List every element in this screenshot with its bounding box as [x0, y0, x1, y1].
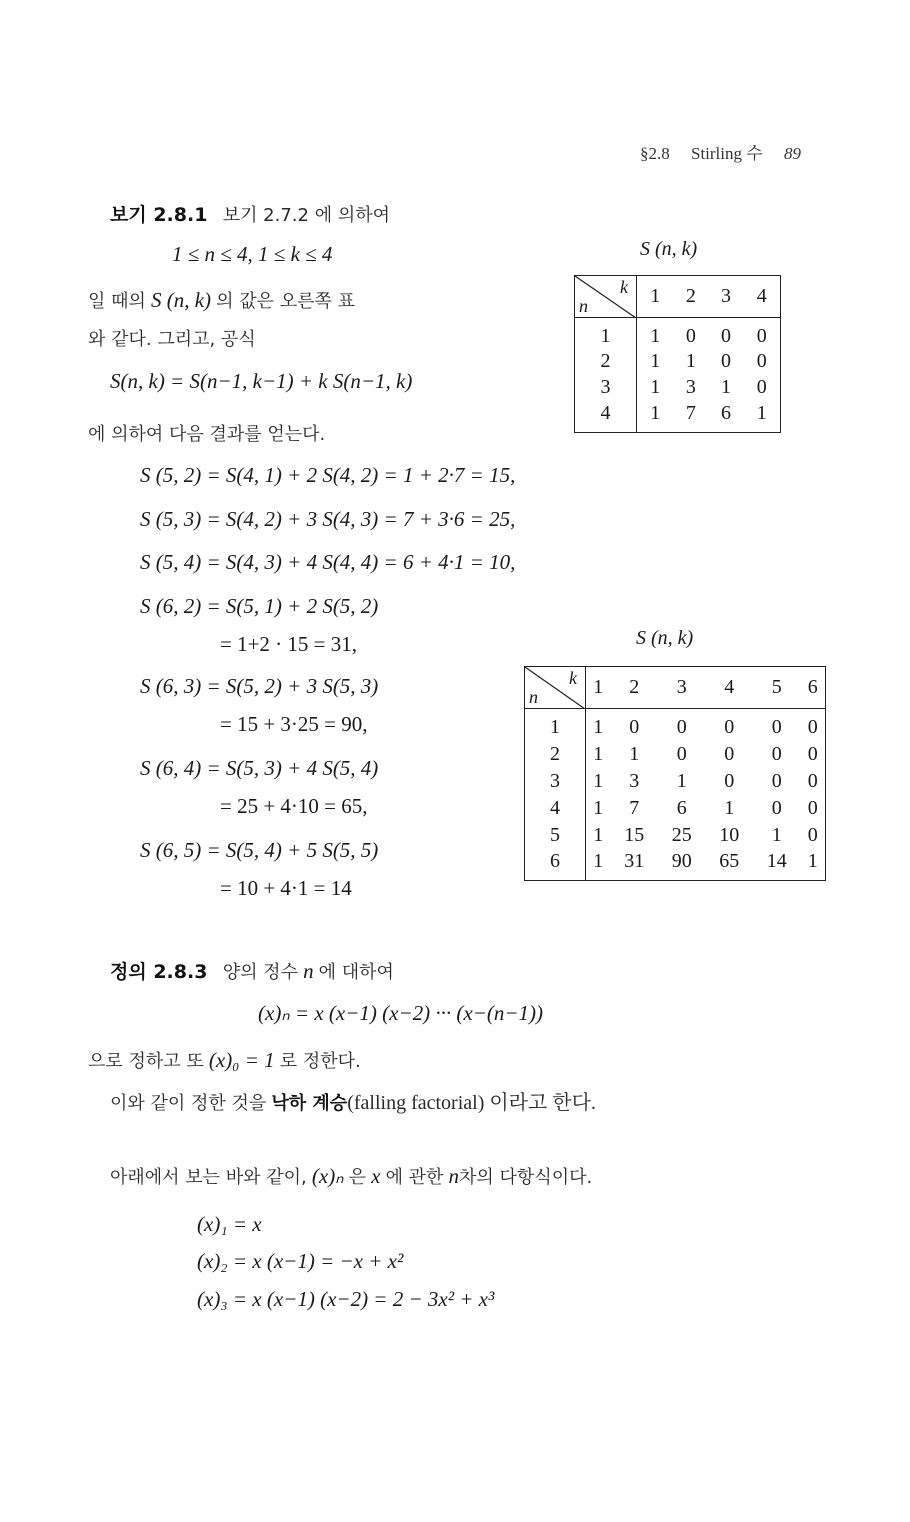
poly-line-1: (x)₁ = x: [197, 1212, 262, 1236]
definition-text-line2: 으로 정하고 또 (x)₀ = 1 로 정한다.: [88, 1048, 361, 1072]
table2-cell: 0: [807, 742, 818, 765]
equation-s65: S (6, 5) = S(5, 4) + 5 S(5, 5): [140, 838, 379, 862]
table2-cell: 1: [593, 823, 604, 846]
table1-cell: 1: [650, 324, 661, 347]
equation-s63-result: = 15 + 3·25 = 90,: [220, 712, 368, 736]
table2-caption: S (n, k): [636, 627, 694, 649]
definition-heading: 정의 2.8.3 양의 정수 n 에 대하여: [110, 959, 394, 983]
table-row: [525, 768, 826, 795]
table1-cell: 0: [685, 324, 696, 347]
table1-cell: 0: [756, 376, 767, 398]
table2-cell: 0: [724, 742, 735, 765]
definition-text-line3: 이와 같이 정한 것을 낙하 계승(falling factorial) 이라고 한다.: [110, 1092, 596, 1114]
table2-cell: 3: [629, 769, 640, 792]
table2-cell: 1: [593, 716, 604, 739]
table1-cell: 6: [721, 401, 732, 424]
table-row: [525, 741, 826, 768]
page-number: 89: [783, 144, 801, 163]
example-label: 보기 2.8.1: [110, 204, 208, 226]
equation-s62-result: = 1+2 · 15 = 31,: [220, 632, 358, 656]
table2-cell: 1: [771, 823, 782, 846]
table2-cell: 1: [593, 796, 604, 819]
table1-cell: 3: [685, 376, 696, 398]
term-falling-factorial: 낙하 계승: [271, 1093, 348, 1114]
table1-cell: 1: [756, 401, 767, 424]
header-section: §2.8: [640, 144, 670, 163]
table1-cell: 7: [685, 401, 696, 424]
table2-cell: 0: [676, 742, 687, 765]
table-row: [525, 822, 826, 849]
table2-cell: 0: [676, 716, 687, 739]
table2-k-label: k: [569, 668, 577, 688]
stirling-table-large: [524, 666, 826, 881]
table2-col-header: 3: [658, 667, 706, 709]
table2-cell: 1: [807, 849, 818, 872]
table1-row-label: 3: [575, 375, 637, 401]
table2-cell: 0: [771, 716, 782, 739]
recurrence-formula: S(n, k) = S(n−1, k−1) + k S(n−1, k): [110, 369, 413, 393]
table2-cell: 90: [671, 849, 692, 872]
table1-row-label: 2: [575, 349, 637, 375]
table2-cell: 0: [771, 742, 782, 765]
table2-cell: 65: [719, 849, 740, 872]
table1-col-header: 3: [708, 276, 743, 318]
table2-cell: 0: [807, 823, 818, 846]
table2-cell: 0: [629, 716, 640, 739]
table2-row-label: 1: [525, 709, 586, 741]
table1-col-header: 4: [744, 276, 781, 318]
equation-s53: S (5, 3) = S(4, 2) + 3 S(4, 3) = 7 + 3·6 = 25,: [140, 507, 516, 531]
table2-col-header: 6: [801, 667, 826, 709]
table1-cell: 1: [650, 376, 661, 398]
equation-s63: S (6, 3) = S(5, 2) + 3 S(5, 3): [140, 674, 379, 698]
table2-cell: 0: [724, 769, 735, 792]
table2-cell: 15: [624, 823, 645, 846]
table2-cell: 1: [593, 849, 604, 872]
table2-cell: 7: [629, 796, 640, 819]
running-header: [640, 139, 801, 164]
equation-s62: S (6, 2) = S(5, 1) + 2 S(5, 2): [140, 594, 379, 618]
table1-cell: 0: [721, 350, 732, 372]
table2-cell: 10: [719, 823, 740, 846]
table1-cell: 0: [721, 324, 732, 347]
table1-col-header: 1: [637, 276, 674, 318]
table2-cell: 0: [807, 769, 818, 792]
table1-cell: 1: [650, 401, 661, 424]
table2-cell: 31: [624, 849, 645, 872]
poly-line-2: (x)₂ = x (x−1) = −x + x²: [197, 1249, 404, 1273]
example-text-line3: 에 의하여 다음 결과를 얻는다.: [88, 424, 326, 445]
example-text-line2: 와 같다. 그리고, 공식: [88, 329, 256, 350]
table2-row-label: 3: [525, 768, 586, 795]
equation-s64: S (6, 4) = S(5, 3) + 4 S(5, 4): [140, 756, 379, 780]
equation-s64-result: = 25 + 4·10 = 65,: [220, 794, 368, 818]
table1-caption: S (n, k): [640, 238, 698, 260]
table-row: [525, 849, 826, 881]
table2-cell: 0: [807, 716, 818, 739]
table1-cell: 0: [756, 324, 767, 347]
header-title: Stirling 수: [691, 144, 763, 163]
table2-col-header: 1: [586, 667, 611, 709]
falling-factorial-formula: (x)ₙ = x (x−1) (x−2) ··· (x−(n−1)): [258, 1001, 544, 1025]
table2-row-label: 2: [525, 741, 586, 768]
table2-cell: 14: [766, 849, 787, 872]
table1-row-label: 1: [575, 318, 637, 349]
table2-cell: 0: [724, 716, 735, 739]
table2-row-label: 4: [525, 795, 586, 822]
table1-corner: [575, 276, 637, 318]
example-text-line1: 일 때의 S (n, k) 의 값은 오른쪽 표: [88, 288, 356, 312]
table2-cell: 1: [676, 769, 687, 792]
table-row: [525, 709, 826, 741]
table-row: [525, 795, 826, 822]
table2-cell: 25: [671, 823, 692, 846]
definition-label: 정의 2.8.3: [110, 961, 208, 983]
table1-cell: 1: [685, 350, 696, 372]
table1-k-label: k: [620, 277, 628, 297]
table2-corner: [525, 667, 586, 709]
table2-cell: 1: [593, 742, 604, 765]
table2-col-header: 5: [753, 667, 801, 709]
table2-cell: 1: [724, 796, 735, 819]
polynomial-intro: 아래에서 보는 바와 같이, (x)ₙ 은 x 에 관한 n차의 다항식이다.: [110, 1164, 593, 1188]
table1-row-label: 4: [575, 401, 637, 433]
poly-line-3: (x)₃ = x (x−1) (x−2) = 2 − 3x² + x³: [197, 1287, 495, 1311]
table1-cell: 1: [721, 376, 732, 398]
table2-cell: 0: [771, 796, 782, 819]
equation-s52: S (5, 2) = S(4, 1) + 2 S(4, 2) = 1 + 2·7 = 15,: [140, 463, 516, 487]
table2-cell: 6: [676, 796, 687, 819]
table2-n-label: n: [529, 687, 538, 707]
table1-n-label: n: [579, 296, 588, 316]
table1-cell: 0: [756, 350, 767, 372]
example-intro: 보기 2.7.2 에 의하여: [222, 205, 390, 226]
table1-cell: 1: [650, 350, 661, 372]
table1-col-header: 2: [673, 276, 708, 318]
table2-col-header: 2: [610, 667, 658, 709]
stirling-table-small: [574, 275, 781, 433]
equation-s65-result: = 10 + 4·1 = 14: [220, 876, 352, 900]
table2-row-label: 6: [525, 849, 586, 881]
example-heading: [110, 200, 390, 227]
table2-cell: 0: [771, 769, 782, 792]
table-row: [575, 375, 781, 401]
table-row: [575, 318, 781, 349]
table2-col-header: 4: [705, 667, 753, 709]
table2-cell: 1: [629, 742, 640, 765]
example-range: 1 ≤ n ≤ 4, 1 ≤ k ≤ 4: [172, 242, 333, 266]
table-row: [575, 349, 781, 375]
equation-s54: S (5, 4) = S(4, 3) + 4 S(4, 4) = 6 + 4·1 = 10,: [140, 550, 516, 574]
table2-cell: 1: [593, 769, 604, 792]
table2-row-label: 5: [525, 822, 586, 849]
table2-cell: 0: [807, 796, 818, 819]
table-row: [575, 401, 781, 433]
